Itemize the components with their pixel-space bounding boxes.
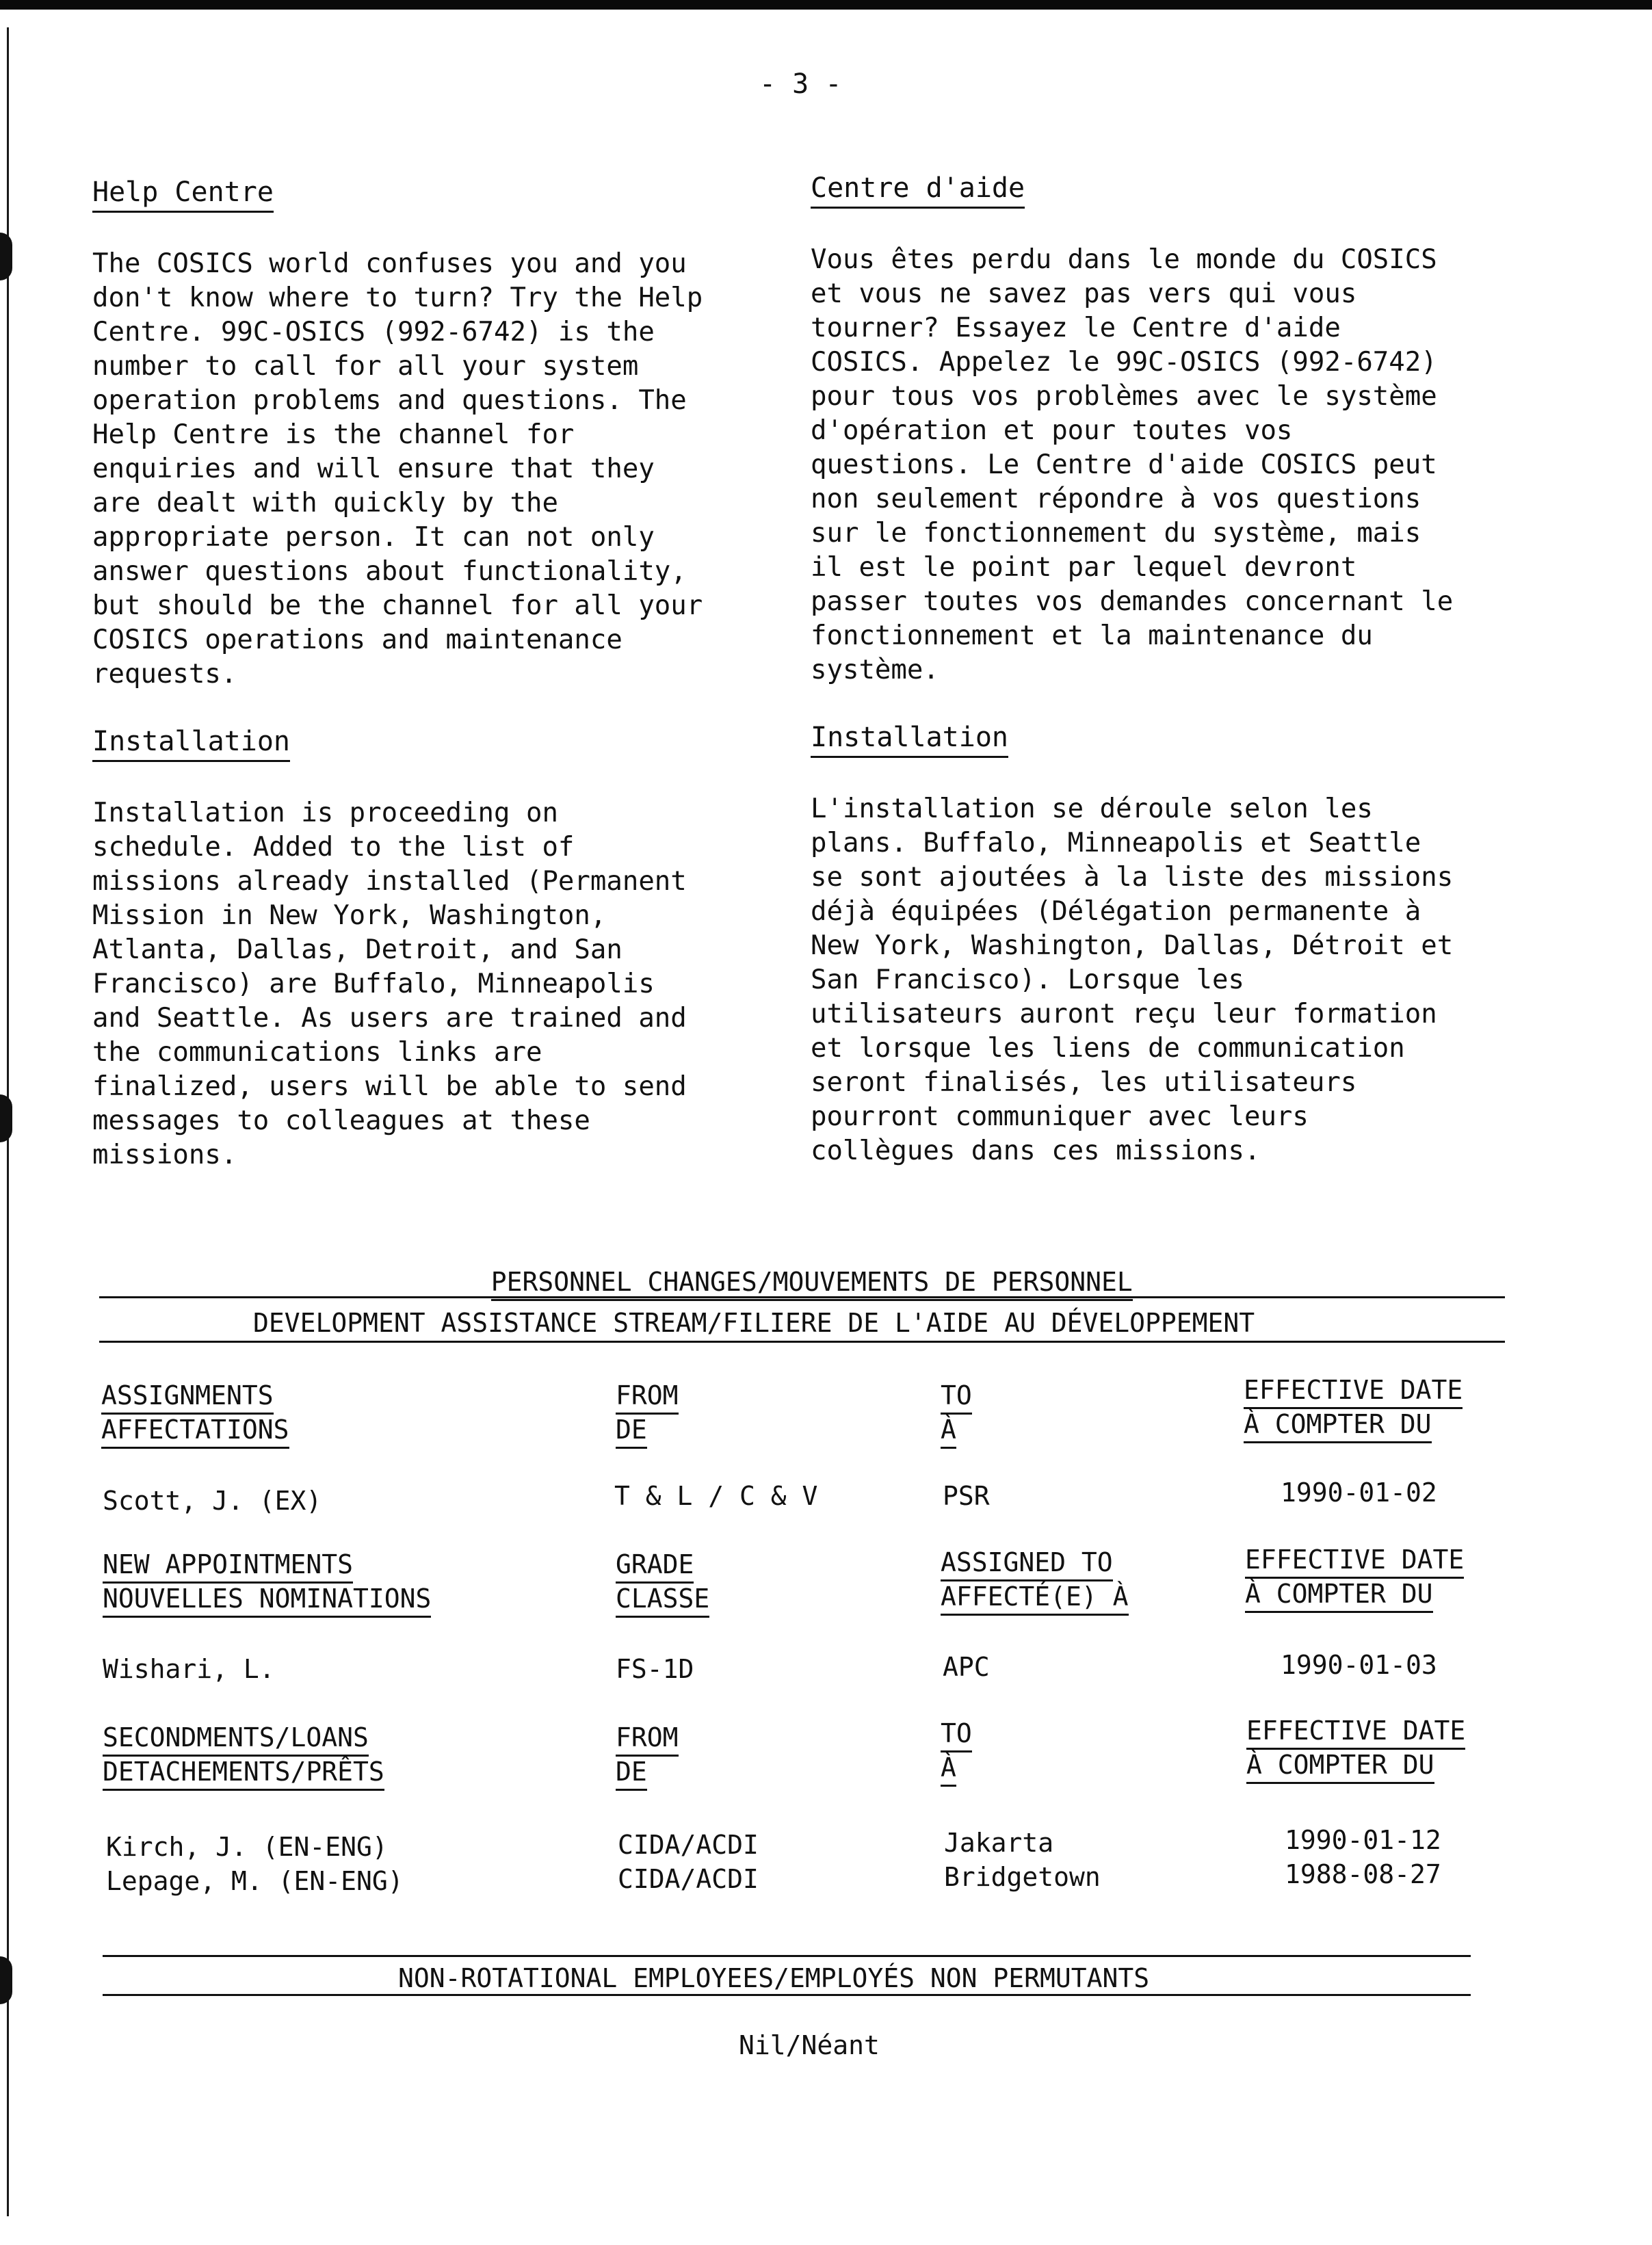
to-header: TO À [941, 1718, 972, 1787]
binder-hole-mark [0, 1094, 12, 1142]
binder-hole-mark [0, 1956, 12, 2004]
assigned-to-header: ASSIGNED TO AFFECTÉ(E) À [941, 1547, 1129, 1616]
secondment-from: CIDA/ACDI [618, 1830, 759, 1860]
appointment-assigned-to: APC [943, 1652, 990, 1682]
effective-date-header: EFFECTIVE DATE À COMPTER DU [1245, 1545, 1464, 1613]
centre-daide-text: Vous êtes perdu dans le monde du COSICS et vous ne savez pas vers qui vous tourner? Essayez le Centre d'aide COSICS. Appelez le 99C-OSICS (992-6742) pour tous vos problèmes avec le système d'opération et pour toutes vos questions. Le Centre d'aide COSICS peut non seulement répondre à vos questions sur le fonctionnement du système, mais il est le point par lequel devront passer toutes vos demandes concernant le fonctionnement et la maintenance du système. [811, 244, 1454, 685]
non-rotational-title: NON-ROTATIONAL EMPLOYEES/EMPLOYÉS NON PERMUTANTS [398, 1963, 1150, 1993]
secondment-to: Bridgetown [944, 1862, 1101, 1892]
effective-date-header: EFFECTIVE DATE À COMPTER DU [1246, 1716, 1465, 1784]
effective-date-header: EFFECTIVE DATE À COMPTER DU [1244, 1375, 1463, 1443]
grade-header: GRADE CLASSE [616, 1549, 709, 1618]
assignment-name: Scott, J. (EX) [103, 1486, 322, 1516]
secondment-from: CIDA/ACDI [618, 1864, 759, 1894]
non-rotational-value: Nil/Néant [739, 2030, 880, 2060]
secondment-date: 1988-08-27 [1285, 1859, 1441, 1889]
scan-top-border [0, 0, 1652, 10]
secondment-to: Jakarta [944, 1828, 1054, 1858]
to-header: TO À [941, 1380, 972, 1449]
secondments-header: SECONDMENTS/LOANS DETACHEMENTS/PRÊTS [103, 1722, 384, 1791]
page-number: - 3 - [759, 68, 842, 100]
binder-hole-mark [0, 233, 12, 280]
divider [103, 1994, 1471, 1996]
appointment-name: Wishari, L. [103, 1654, 275, 1684]
divider [99, 1341, 1505, 1343]
right-column [811, 172, 1495, 1168]
help-centre-heading: Help Centre [92, 176, 274, 213]
from-header: FROM DE [616, 1722, 679, 1791]
installation-heading: Installation [92, 726, 290, 762]
appointments-header: NEW APPOINTMENTS NOUVELLES NOMINATIONS [103, 1549, 431, 1618]
installation-fr-heading: Installation [811, 722, 1008, 758]
secondment-name: Lepage, M. (EN-ENG) [106, 1866, 404, 1896]
left-column [92, 176, 776, 1172]
assignments-header: ASSIGNMENTS AFFECTATIONS [101, 1380, 289, 1449]
assignment-to: PSR [943, 1481, 990, 1511]
help-centre-text: The COSICS world confuses you and you don't know where to turn? Try the Help Centre. 99C-OSICS (992-6742) is the number to call for all your system operation problems and questions. The Help Centre is the channel for enquiries and will ensure that they are dealt with quickly by the appropriate person. It can not only answer questions about functionality, but should be the channel for all your COSICS operations and maintenance requests. [92, 248, 703, 690]
assignment-date: 1990-01-02 [1281, 1478, 1437, 1508]
divider [99, 1296, 1505, 1298]
assignment-from: T & L / C & V [614, 1481, 818, 1511]
secondment-name: Kirch, J. (EN-ENG) [106, 1832, 388, 1862]
installation-text: Installation is proceeding on schedule. Added to the list of missions already installed (Permanent Mission in New York, Washington, Atlanta, Dallas, Detroit, and San Francisco) are Buffalo, Minneapolis and Seattle. As users are trained and the communications links are finalized, users will be able to send messages to colleagues at these missions. [92, 798, 687, 1170]
appointment-grade: FS-1D [616, 1654, 694, 1684]
stream-title: DEVELOPMENT ASSISTANCE STREAM/FILIERE DE L'AIDE AU DÉVELOPPEMENT [253, 1308, 1255, 1338]
personnel-changes-title: PERSONNEL CHANGES/MOUVEMENTS DE PERSONNEL [460, 1237, 1133, 1301]
centre-daide-heading: Centre d'aide [811, 172, 1025, 209]
from-header: FROM DE [616, 1380, 679, 1449]
appointment-date: 1990-01-03 [1281, 1650, 1437, 1680]
installation-fr-text: L'installation se déroule selon les plans. Buffalo, Minneapolis et Seattle se sont ajoutées à la liste des missions déjà équipées (Délégation permanente à New York, Washington, Dallas, Détroit et San Francisco). Lorsque les utilisateurs auront reçu leur formation et lorsque les liens de communication seront finalisés, les utilisateurs pourront communiquer avec leurs collègues dans ces missions. [811, 793, 1454, 1166]
secondment-date: 1990-01-12 [1285, 1825, 1441, 1855]
divider [103, 1955, 1471, 1957]
